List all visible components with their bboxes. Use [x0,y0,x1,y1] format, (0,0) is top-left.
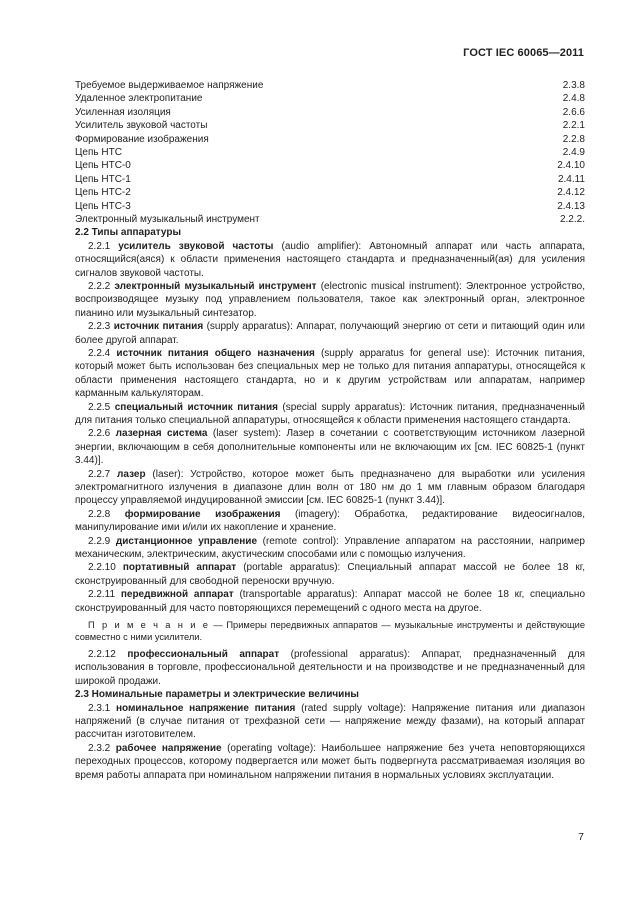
definition-paragraph [75,535,585,562]
index-row [75,186,585,199]
index-ref: 2.4.12 [557,187,585,199]
note-text: — Примеры передвижных аппаратов — музыкальные инструменты и действующие совместно с ними усилители. [75,620,585,643]
index-ref: 2.4.10 [557,160,585,172]
definition-text: (remote control): Управление аппаратом на расстоянии, например механическим, электрическим, акустическим способами или с помощью излучения. [75,535,585,561]
index-row [75,146,585,159]
definition-paragraph [75,702,585,742]
index-row [75,133,585,146]
defined-term: лазерная система [115,428,208,440]
index-row [75,106,585,119]
definition-text: (laser system): Лазер в сочетании с соответствующим источником лазерной энергии, включающим в себя дополнительные компоненты или не включающим их [см. IEC 60825-1 (пункт 3.44)]. [75,428,585,467]
defined-term: передвижной аппарат [120,589,234,601]
definition-paragraph [75,508,585,535]
index-term: Удаленное электропитание [75,93,203,105]
definition-text: (portable apparatus): Специальный аппарат массой не более 18 кг, сконструированный для свободной переноски вручную. [75,562,585,587]
clause-number: 2.3.2 [88,742,111,754]
clause-number: 2.2.1 [88,240,111,252]
defined-term: специальный источник питания [114,401,278,413]
index-ref: 2.4.11 [557,173,585,185]
definition-paragraph [75,427,585,467]
index-term: Усиленная изоляция [75,106,171,118]
index-term: Цепь НТС [75,146,122,158]
index-row [75,159,585,172]
definition-paragraph [75,588,585,615]
page-content [75,79,585,782]
page-number: 7 [578,831,584,843]
index-term: Цепь НТС-2 [75,187,131,199]
definition-text: (laser): Устройство, которое может быть предназначено для выработки или усиления электромагнитного излучения в диапазоне длин волн от 180 нм до 1 мм главным образом благодаря процессу управляемой индуцированной эмиссии [см. IEC 60825-1 (пункт 3.44)]. [75,468,585,507]
definition-paragraph [75,561,585,588]
clause-number: 2.2.12 [88,648,116,660]
defined-term: усилитель звуковой частоты [118,240,274,252]
defined-term: электронный музыкальный инструмент [114,280,317,292]
definition-paragraph [75,648,585,688]
definition-text: (rated supply voltage): Напряжение питания или диапазон напряжений (в случае питания от трехфазной сети — напряжение между фазами), на который аппарат рассчитан изготовителем. [75,702,585,741]
note [75,619,585,644]
index-row [75,213,585,226]
term-index [75,79,585,226]
definition-paragraph [75,468,585,508]
clause-number: 2.2.8 [88,508,111,520]
definition-text: (supply apparatus): Аппарат, получающий энергию от сети и питающий один или более другой аппарат. [75,321,586,346]
clause-number: 2.2.9 [88,535,111,547]
index-row [75,79,585,92]
defined-term: источник питания [113,321,204,333]
index-row [75,173,585,186]
defined-term: формирование изображения [124,508,281,520]
defined-term: рабочее напряжение [115,742,222,754]
index-ref: 2.2.8 [562,133,585,145]
index-ref: 2.4.13 [557,200,585,212]
index-term: Электронный музыкальный инструмент [75,213,260,225]
definition-paragraph [75,347,585,401]
definition-paragraph [75,320,585,347]
definition-text: (supply apparatus for general use): Источник питания, который может быть использован без специальных мер не только для питания аппаратуры, относящейся к области применения настоящего стандарта, но и к другим устройствам или аппаратам, например карманным калькуляторам. [75,347,585,400]
definition-paragraph [75,401,585,428]
index-term: Формирование изображения [75,133,209,145]
clause-number: 2.2.4 [88,347,111,359]
index-ref: 2.6.6 [562,106,585,118]
defined-term: дистанционное управление [115,535,258,547]
index-ref: 2.2.1 [562,120,585,132]
index-term: Цепь НТС-0 [75,160,131,172]
definition-paragraph [75,742,585,782]
index-row [75,200,585,213]
index-term: Требуемое выдерживаемое напряжение [75,80,264,91]
standard-code: ГОСТ IEC 60065—2011 [463,47,584,59]
definition-text: (transportable apparatus): Аппарат массой не более 18 кг, специально сконструированный для часто повторяющихся перемещений с одного места на другое. [75,589,586,614]
defined-term: лазер [117,468,146,480]
definition-paragraph [75,280,585,320]
clause-number: 2.2.10 [88,562,116,574]
clause-number: 2.2.6 [88,428,111,440]
clause-number: 2.2.2 [88,280,111,292]
defined-term: номинальное напряжение питания [116,702,296,714]
index-ref: 2.3.8 [562,80,585,91]
clause-number: 2.2.7 [88,468,111,480]
section-heading: 2.3 Номинальные параметры и электрические величины [75,689,359,701]
definition-text: (operating voltage): Наибольшее напряжение без учета неповторяющихся переходных процессов, которому подвергается или может быть подвергнута рассматриваемая изоляция во время работы аппарата при номинальном напряжении питания в нормальных условиях эксплуатации. [75,742,586,781]
clause-number: 2.2.5 [88,401,111,413]
note-label: П р и м е ч а н и е [88,620,210,631]
index-term: Усилитель звуковой частоты [75,120,208,132]
section-heading: 2.2 Типы аппаратуры [75,227,182,239]
defined-term: профессиональный аппарат [127,648,280,660]
definition-text: (professional apparatus): Аппарат, предназначенный для использования в торговле, профессиональной деятельности и на производстве и не предназначенный для широкой продажи. [75,648,585,687]
index-row [75,92,585,105]
definition-text: (electronic musical instrument): Электронное устройство, воспроизводящее музыку под управлением пользователя, такое как электронный орган, электронное пианино или музыкальный синтезатор. [75,280,585,319]
clause-number: 2.2.11 [88,589,116,601]
definition-text: (imagery): Обработка, редактирование видеосигналов, манипулирование ими и/или их накопление и хранение. [75,508,585,534]
clause-number: 2.3.1 [88,702,111,714]
index-row [75,119,585,132]
defined-term: портативный аппарат [122,562,237,574]
definition-text: (audio amplifier): Автономный аппарат или часть аппарата, относящийся(аяся) к области применения настоящего стандарта и предназначенный(ая) для усиления сигналов звуковой частоты. [75,240,586,279]
index-term: Цепь НТС-1 [75,173,131,185]
defined-term: источник питания общего назначения [116,347,315,359]
index-ref: 2.4.9 [562,146,585,158]
definition-text: (special supply apparatus): Источник питания, предназначенный для питания только специальной аппаратуры, относящейся к области применения настоящего стандарта. [75,401,585,426]
clause-number: 2.2.3 [88,321,111,333]
definition-paragraph [75,240,585,280]
index-term: Цепь НТС-3 [75,200,131,212]
index-ref: 2.2.2. [559,213,585,225]
index-ref: 2.4.8 [562,93,585,105]
